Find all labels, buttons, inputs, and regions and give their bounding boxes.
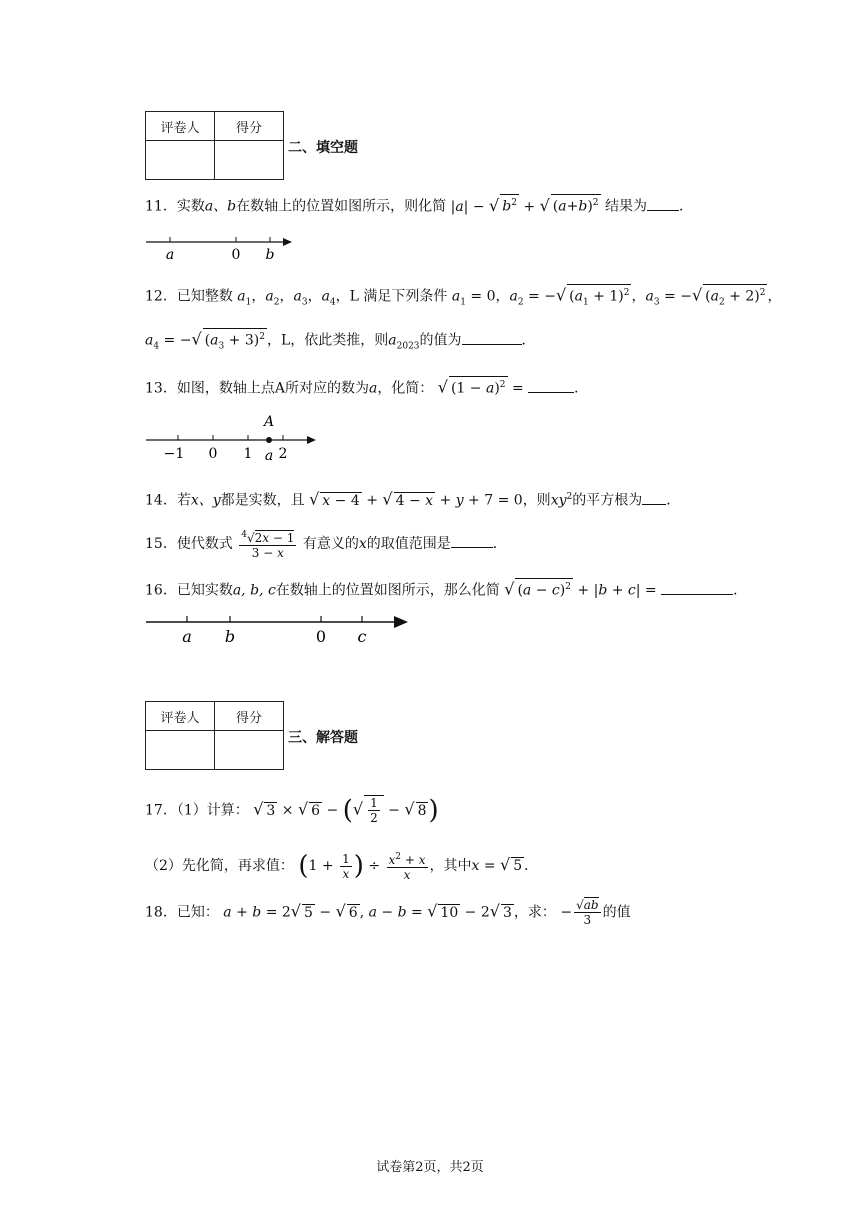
answer-blank-q13[interactable]: [528, 378, 574, 393]
section-title-fill-blank: 二、填空题: [288, 140, 358, 156]
question-15: 15．使代数式 $\frac{^4√2x - 1}{3 - x}$ 有意义的x的取值范围是 ．: [145, 530, 507, 560]
question-12-line1: 12．已知整数 $a_1$，$a_2$，$a_3$，$a_4$，L 满足下列条件 $a_1 = 0$，$a_2$ = −√ $(a_1 + 1)^2$ ，$a_3$ = −√ $(a_2 + 2)^2$ ，: [145, 284, 781, 313]
question-13: 13．如图，数轴上点A所对应的数为a，化简： √ $(1 - a)^2$ = ．: [145, 377, 589, 397]
question-16: 16．已知实数a, b, c在数轴上的位置如图所示，那么化简 √ $(a - c)^2 + |b + c|$ = ．: [145, 579, 748, 599]
answer-blank-q16[interactable]: [661, 580, 733, 595]
question-11: 11．实数a、b在数轴上的位置如图所示，则化简 |a| − √ $b^2$ + √ $(a+b)^2$ 结果为 ．: [145, 195, 693, 215]
point-label-A: A: [263, 414, 275, 430]
svg-text:c: c: [357, 627, 367, 646]
tick-label-0: 0: [231, 247, 241, 263]
svg-text:2: 2: [278, 446, 288, 462]
number-line-q16: [140, 612, 420, 648]
reviewer-label: 评卷人: [146, 702, 215, 731]
svg-text:0: 0: [315, 627, 327, 646]
score-cell[interactable]: [215, 141, 284, 180]
question-17-part2: （2）先化简，再求值： (1 + $\frac{1}{x}$ ) ÷ $\frac{x^2 + x}{x}$ ，其中x = √ 5 ．: [145, 851, 539, 882]
score-box-section3: [145, 701, 284, 770]
score-label: 得分: [215, 112, 284, 141]
answer-blank-q15[interactable]: [451, 533, 493, 548]
reviewer-cell[interactable]: [146, 731, 215, 770]
answer-blank-q14[interactable]: [642, 490, 666, 505]
svg-text:b: b: [224, 627, 236, 646]
svg-text:0: 0: [208, 446, 218, 462]
formula-q11: |a| − √ $b^2$ + √ $(a+b)^2$: [450, 195, 599, 215]
tick-label-a: a: [165, 247, 175, 263]
score-box-section2: [145, 111, 284, 180]
answer-blank-q12[interactable]: [462, 330, 522, 345]
question-12-line2: $a_4$ = −√ $(a_3 + 3)^2$ ，L，依此类推，则$a_{2023}$的值为 ．: [145, 328, 536, 357]
question-17-part1: 17．（1）计算： √ 3 × √ 6 − (√ $\frac{1}{2}$ − √ 8): [145, 795, 439, 826]
score-label: 得分: [215, 702, 284, 731]
question-18: 18．已知： a + b = 2√ 5 − √ 6 , a − b = √ 10 − 2√ 3 ，求： − $\frac{√ab}{3}$ 的值: [145, 898, 631, 927]
tick-label-b: b: [265, 247, 275, 263]
number-line-q13: [140, 412, 325, 464]
section-title-answer: 三、解答题: [288, 730, 358, 746]
page-footer: 试卷第2页，共2页: [376, 1160, 484, 1175]
score-cell[interactable]: [215, 731, 284, 770]
svg-text:a: a: [182, 627, 192, 646]
fraction-q15: $\frac{^4√2x - 1}{3 - x}$: [241, 530, 295, 560]
answer-blank-q11[interactable]: [647, 196, 679, 211]
svg-text:−1: −1: [163, 446, 185, 462]
reviewer-cell[interactable]: [146, 141, 215, 180]
svg-text:a: a: [264, 448, 274, 464]
svg-text:1: 1: [243, 446, 253, 462]
question-14: 14．若x、y都是实数，且 √ x − 4 + √ 4 − x + y + 7 = 0，则$xy^2$的平方根为 ．: [145, 489, 681, 509]
number-line-q11: [140, 232, 300, 264]
reviewer-label: 评卷人: [146, 112, 215, 141]
